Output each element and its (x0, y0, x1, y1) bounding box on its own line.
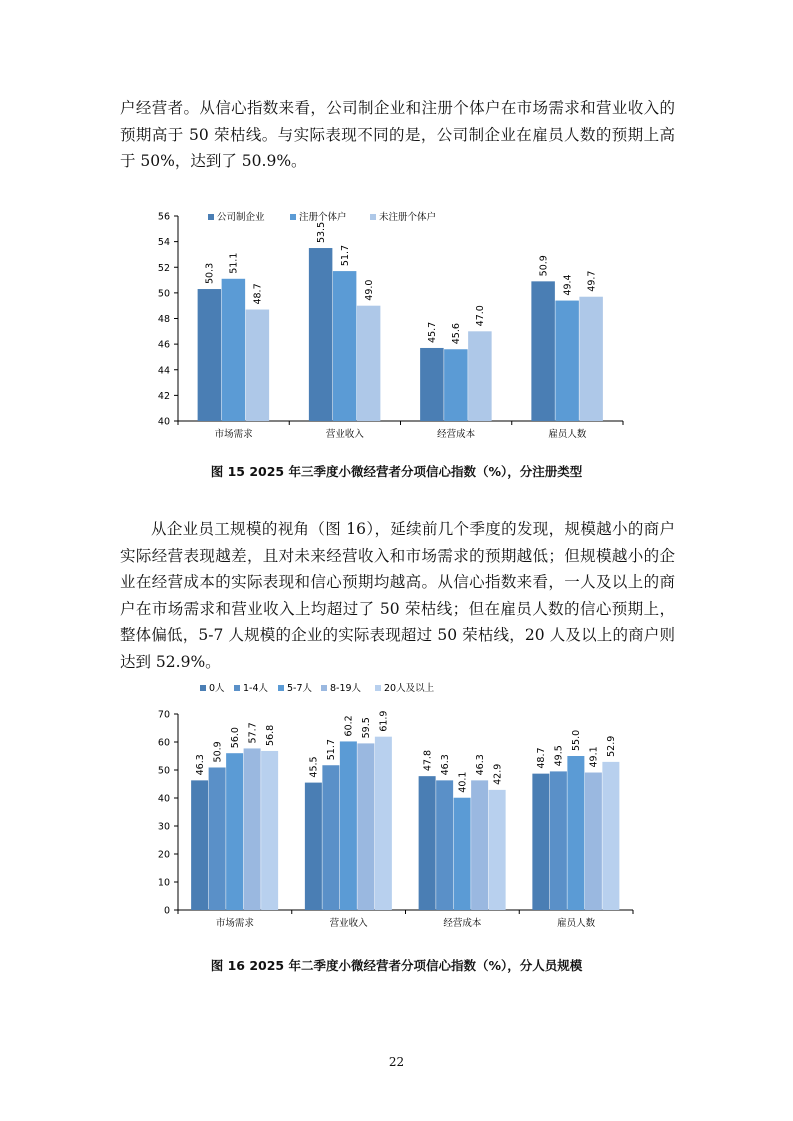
y-tick-label: 50 (157, 765, 170, 777)
category-label: 营业收入 (325, 429, 364, 440)
data-label: 49.4 (562, 274, 574, 296)
bar (261, 751, 278, 910)
data-label: 51.7 (339, 244, 351, 267)
bar (209, 767, 226, 910)
bar (191, 780, 208, 910)
figure-15-caption: 图 15 2025 年三季度小微经营者分项信心指数（%），分注册类型 (210, 464, 583, 479)
data-label: 48.7 (536, 747, 548, 769)
y-tick-label: 40 (157, 416, 170, 428)
category-label: 经营成本 (443, 918, 482, 929)
category-label: 市场需求 (214, 429, 253, 440)
y-tick-label: 52 (157, 262, 170, 274)
legend-swatch (200, 685, 206, 691)
data-label: 46.3 (194, 754, 206, 776)
legend-label: 8-19人 (330, 683, 362, 694)
bar (436, 780, 453, 910)
data-label: 45.6 (451, 323, 463, 345)
bar (489, 790, 506, 910)
y-tick-label: 70 (157, 709, 170, 721)
category-label: 营业收入 (329, 918, 368, 929)
bar (532, 774, 549, 910)
y-tick-label: 48 (157, 314, 170, 325)
data-label: 51.7 (326, 739, 338, 761)
bar (305, 783, 322, 910)
data-label: 46.3 (439, 754, 451, 776)
legend-swatch (375, 685, 381, 691)
data-label: 51.1 (228, 252, 240, 274)
legend-swatch (278, 685, 284, 691)
bar (357, 743, 374, 910)
bar (340, 741, 357, 910)
data-label: 47.8 (422, 750, 434, 772)
y-tick-label: 50 (157, 288, 170, 300)
data-label: 42.9 (492, 763, 504, 785)
data-label: 49.7 (586, 270, 598, 292)
category-label: 市场需求 (215, 918, 254, 929)
y-tick-label: 42 (157, 390, 170, 402)
bar (602, 762, 619, 910)
category-label: 雇员人数 (548, 429, 587, 440)
bar (244, 748, 261, 910)
data-label: 40.1 (457, 771, 469, 793)
data-label: 56.0 (229, 727, 241, 749)
y-tick-label: 44 (157, 365, 170, 377)
legend-label: 20人及以上 (384, 683, 435, 694)
legend-label: 注册个体户 (299, 212, 347, 223)
data-label: 45.7 (427, 321, 439, 343)
data-label: 61.9 (378, 710, 390, 732)
y-tick-label: 30 (157, 821, 170, 833)
y-tick-label: 56 (157, 211, 170, 223)
y-tick-label: 40 (157, 793, 170, 805)
data-label: 50.9 (212, 741, 224, 763)
bar (585, 773, 602, 910)
page-number: 22 (388, 1055, 405, 1069)
data-label: 47.0 (475, 305, 487, 327)
data-label: 48.7 (252, 283, 264, 305)
paragraph-employee-scale: 从企业员工规模的视角（图 16），延续前几个季度的发现，规模越小的商户实际经营表现越差，且对未来经营收入和市场需求的预期越低；但规模越小的企业在经营成本的实际表现和信心预期均越高。从信心指数来看，一人及以上的商户在市场需求和营业收入上均超过了 50 荣枯线；但在雇员人数的信心预期上，整体偏低，5-7 人规模的企业的实际表现超过 50 荣枯线，20 人及以上的商户则达到 52.9%。 (120, 520, 675, 671)
data-label: 55.0 (571, 729, 583, 751)
bar (567, 756, 584, 910)
data-label: 59.5 (361, 717, 373, 739)
legend-label: 公司制企业 (217, 212, 265, 223)
bar (419, 776, 436, 910)
paragraph-intro: 户经营者。从信心指数来看，公司制企业和注册个体户在市场需求和营业收入的预期高于 50 荣枯线。与实际表现不同的是，公司制企业在雇员人数的预期上高于 50%，达到了 50.9%。 (120, 99, 675, 170)
data-label: 49.1 (588, 746, 600, 768)
legend-swatch (321, 685, 327, 691)
category-label: 雇员人数 (557, 918, 596, 929)
data-label: 46.3 (474, 754, 486, 776)
data-label: 49.5 (553, 745, 565, 767)
legend-label: 未注册个体户 (379, 212, 437, 223)
bar (471, 780, 488, 910)
data-label: 60.2 (343, 715, 355, 737)
y-tick-label: 10 (157, 877, 170, 889)
data-label: 50.9 (538, 255, 550, 277)
y-tick-label: 20 (157, 849, 170, 861)
bar (454, 798, 471, 910)
data-label: 53.5 (315, 221, 327, 244)
legend-label: 1-4人 (243, 683, 269, 694)
data-label: 52.9 (606, 735, 618, 757)
category-label: 经营成本 (437, 429, 476, 440)
figure-16-caption: 图 16 2025 年二季度小微经营者分项信心指数（%），分人员规模 (210, 958, 583, 973)
data-label: 57.7 (247, 722, 259, 744)
bar (550, 771, 567, 910)
data-label: 50.3 (204, 262, 216, 285)
y-tick-label: 60 (157, 737, 170, 749)
legend-swatch (234, 685, 240, 691)
data-label: 56.8 (264, 724, 276, 746)
bar (226, 753, 243, 910)
data-label: 45.5 (308, 756, 320, 778)
legend-label: 0人 (209, 683, 225, 694)
y-tick-label: 0 (163, 905, 170, 917)
data-label: 49.0 (363, 279, 375, 301)
bar (375, 737, 392, 910)
bar (322, 765, 339, 910)
y-tick-label: 54 (157, 237, 170, 249)
legend-label: 5-7人 (287, 683, 313, 694)
y-tick-label: 46 (157, 339, 170, 351)
